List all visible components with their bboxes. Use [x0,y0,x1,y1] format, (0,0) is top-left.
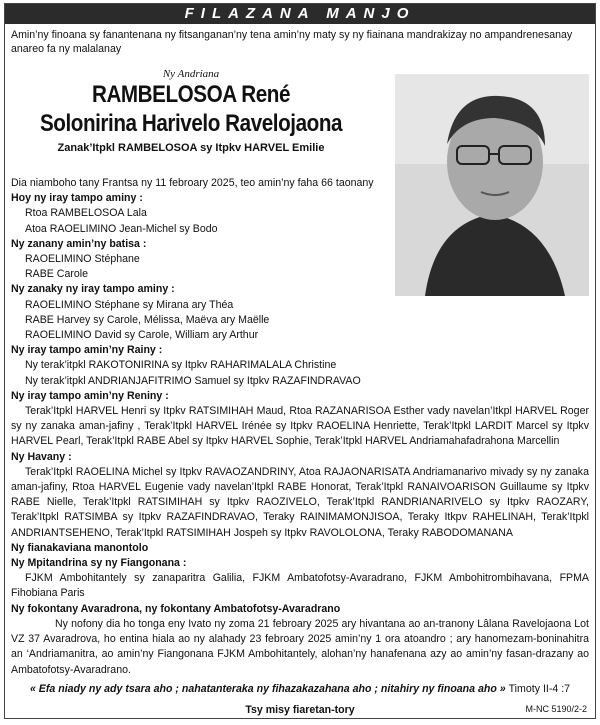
funeral-text: Ny nofony dia ho tonga eny Ivato ny zoma 21 febroary 2025 ary hivantana ao an-tranony Lâlana Ravelojaona Lot VZ 37 Avaradrova, ho entina hiala ao ny alahady 23 febroary 2025 amin’ny 1 ora atoandro ; ary hanomezam-boninahitra an ‘Andriamanitra, ao amin’ny Fiangonana FJKM Ambohitantely, alohan’ny hanafenana azy ao amin’ny fasan-drazany ao Ambatofotsy-Avaradrano. [11,617,589,676]
family-sections [11,191,387,389]
havany-title: Ny Havany : [11,450,72,463]
fianakaviana-line: Ny fianakaviana manontolo [11,541,149,554]
section-line: Ny terak’itpkl RAKOTONIRINA sy Itpkv RAHARIMALALA Christine [25,359,337,372]
notice-page [4,3,596,719]
havany-text: Terak’Itpkl RAOELINA Michel sy Itpkv RAVAOZANDRINY, Atoa RAJAONARISATA Andriamanarivo mivady sy ny zanaka aman-jafiny, Rtoa HARVEL Eugenie vady navelan’Itpkl RABE Honorat, Terak’Itpkl RANAIVOARISON Guillaume sy Itpkv RABE Nielle, Terak’Itpkl RATSIMIHAH sy Itpkv RAOZIVELO, Terak’Itpkl RANDRIANARIVELO sy Itpkv RAOZARY, Terak’Itpkl RATSIMBA sy Itpkv RAZAFINDRAVAO, Teraky RAINIMAMONJISOA, Teraky Itkpv RAHELINAH, Terak’Itpkl ANDRIANTSEHENO, Terak’Itpkl RATSIMIHAH Jospeh sy Itpkv RAVOLOLONA, Teraky RABODOMANANA [11,465,589,539]
deceased-name-line1: RAMBELOSOA René [91,81,291,108]
mpitandrina-text: FJKM Ambohitantely sy zanaparitra Galilia, FJKM Ambatofotsy-Avaradrano, FJKM Ambohitrombihavana, FPMA Fihobiana Paris [11,572,589,600]
signature-line: Tsy misy fiaretan-tory [245,703,355,716]
deceased-name-line2: Solonirina Harivelo Ravelojaona [39,110,343,137]
section-line: RAOELIMINO David sy Carole, William ary Arthur [25,329,259,342]
fokontany-title: Ny fokontany Avaradrona, ny fokontany Ambatofotsy-Avaradrano [11,602,341,615]
bible-quote [11,682,589,697]
honorific: Ny Andriana [162,68,220,80]
intro-text: Amin’ny finoana sy fanantenana ny fitsanganan’ny tena amin’ny maty sy ny fiainana mandrakizay no ampandrenesanay anareo fa ny malalanay [11,29,573,55]
section-line: Rtoa RAMBELOSOA Lala [25,207,147,220]
section-title: Ny zanany amin’ny batisa : [11,237,147,250]
portrait-photo [395,74,589,296]
section-line: RAOELIMINO Stéphane sy Mirana ary Théa [25,298,234,311]
mpitandrina-title: Ny Mpitandrina sy ny Fiangonana : [11,557,187,570]
quote-text: « Efa niady ny ady tsara aho ; nahatanteraka ny fihazakazahana aho ; nitahiry ny finoana aho » [29,682,506,695]
death-line: Dia niamboho tany Frantsa ny 11 febroary 2025, teo amin’ny faha 66 taonany [11,177,374,189]
section-line: Atoa RAOELIMINO Jean-Michel sy Bodo [25,222,218,235]
section-title: Ny iray tampo amin’ny Rainy : [11,344,163,357]
parents-line: Zanak’Itpkl RAMBELOSOA sy Itpkv HARVEL Emilie [57,142,325,154]
quote-reference: Timoty II-4 :7 [508,682,571,695]
reniny-text: Terak’Itpkl HARVEL Henri sy Itpkv RATSIMIHAH Maud, Rtoa RAZANARISOA Esther vady navelan’Itkpl HARVEL Roger sy ny zanaka aman-jafiny , Terak’Itpkl HARVEL Irénée sy Itpkv RAOELINA Henriette, Terak’Itpkl LARDIT Marcel sy Itpkv HARVEL Pearl, Terak’Itpkl RABE Abel sy Itpkv HARVEL Sophie, Terak’Itpkl HARVEL Andriamahafadrahona Marcellin [11,405,589,448]
notice-code: M-NC 5190/2-2 [525,704,587,714]
section-title: Hoy ny iray tampo aminy : [11,192,143,205]
section-line: RABE Harvey sy Carole, Mélissa, Maëva ary Maëlle [25,313,270,326]
banner-title: FILAZANA MANJO [5,4,595,24]
header-block [5,56,595,176]
portrait-icon [395,74,589,296]
reniny-title: Ny iray tampo amin’ny Reniny : [11,389,169,402]
section-line: RABE Carole [25,268,88,281]
section-line: RAOELIMINO Stéphane [25,253,140,266]
section-line: Ny terak’itpkl ANDRIANJAFITRIMO Samuel sy Itpkv RAZAFINDRAVAO [25,374,361,387]
section-title: Ny zanaky ny iray tampo aminy : [11,283,175,296]
